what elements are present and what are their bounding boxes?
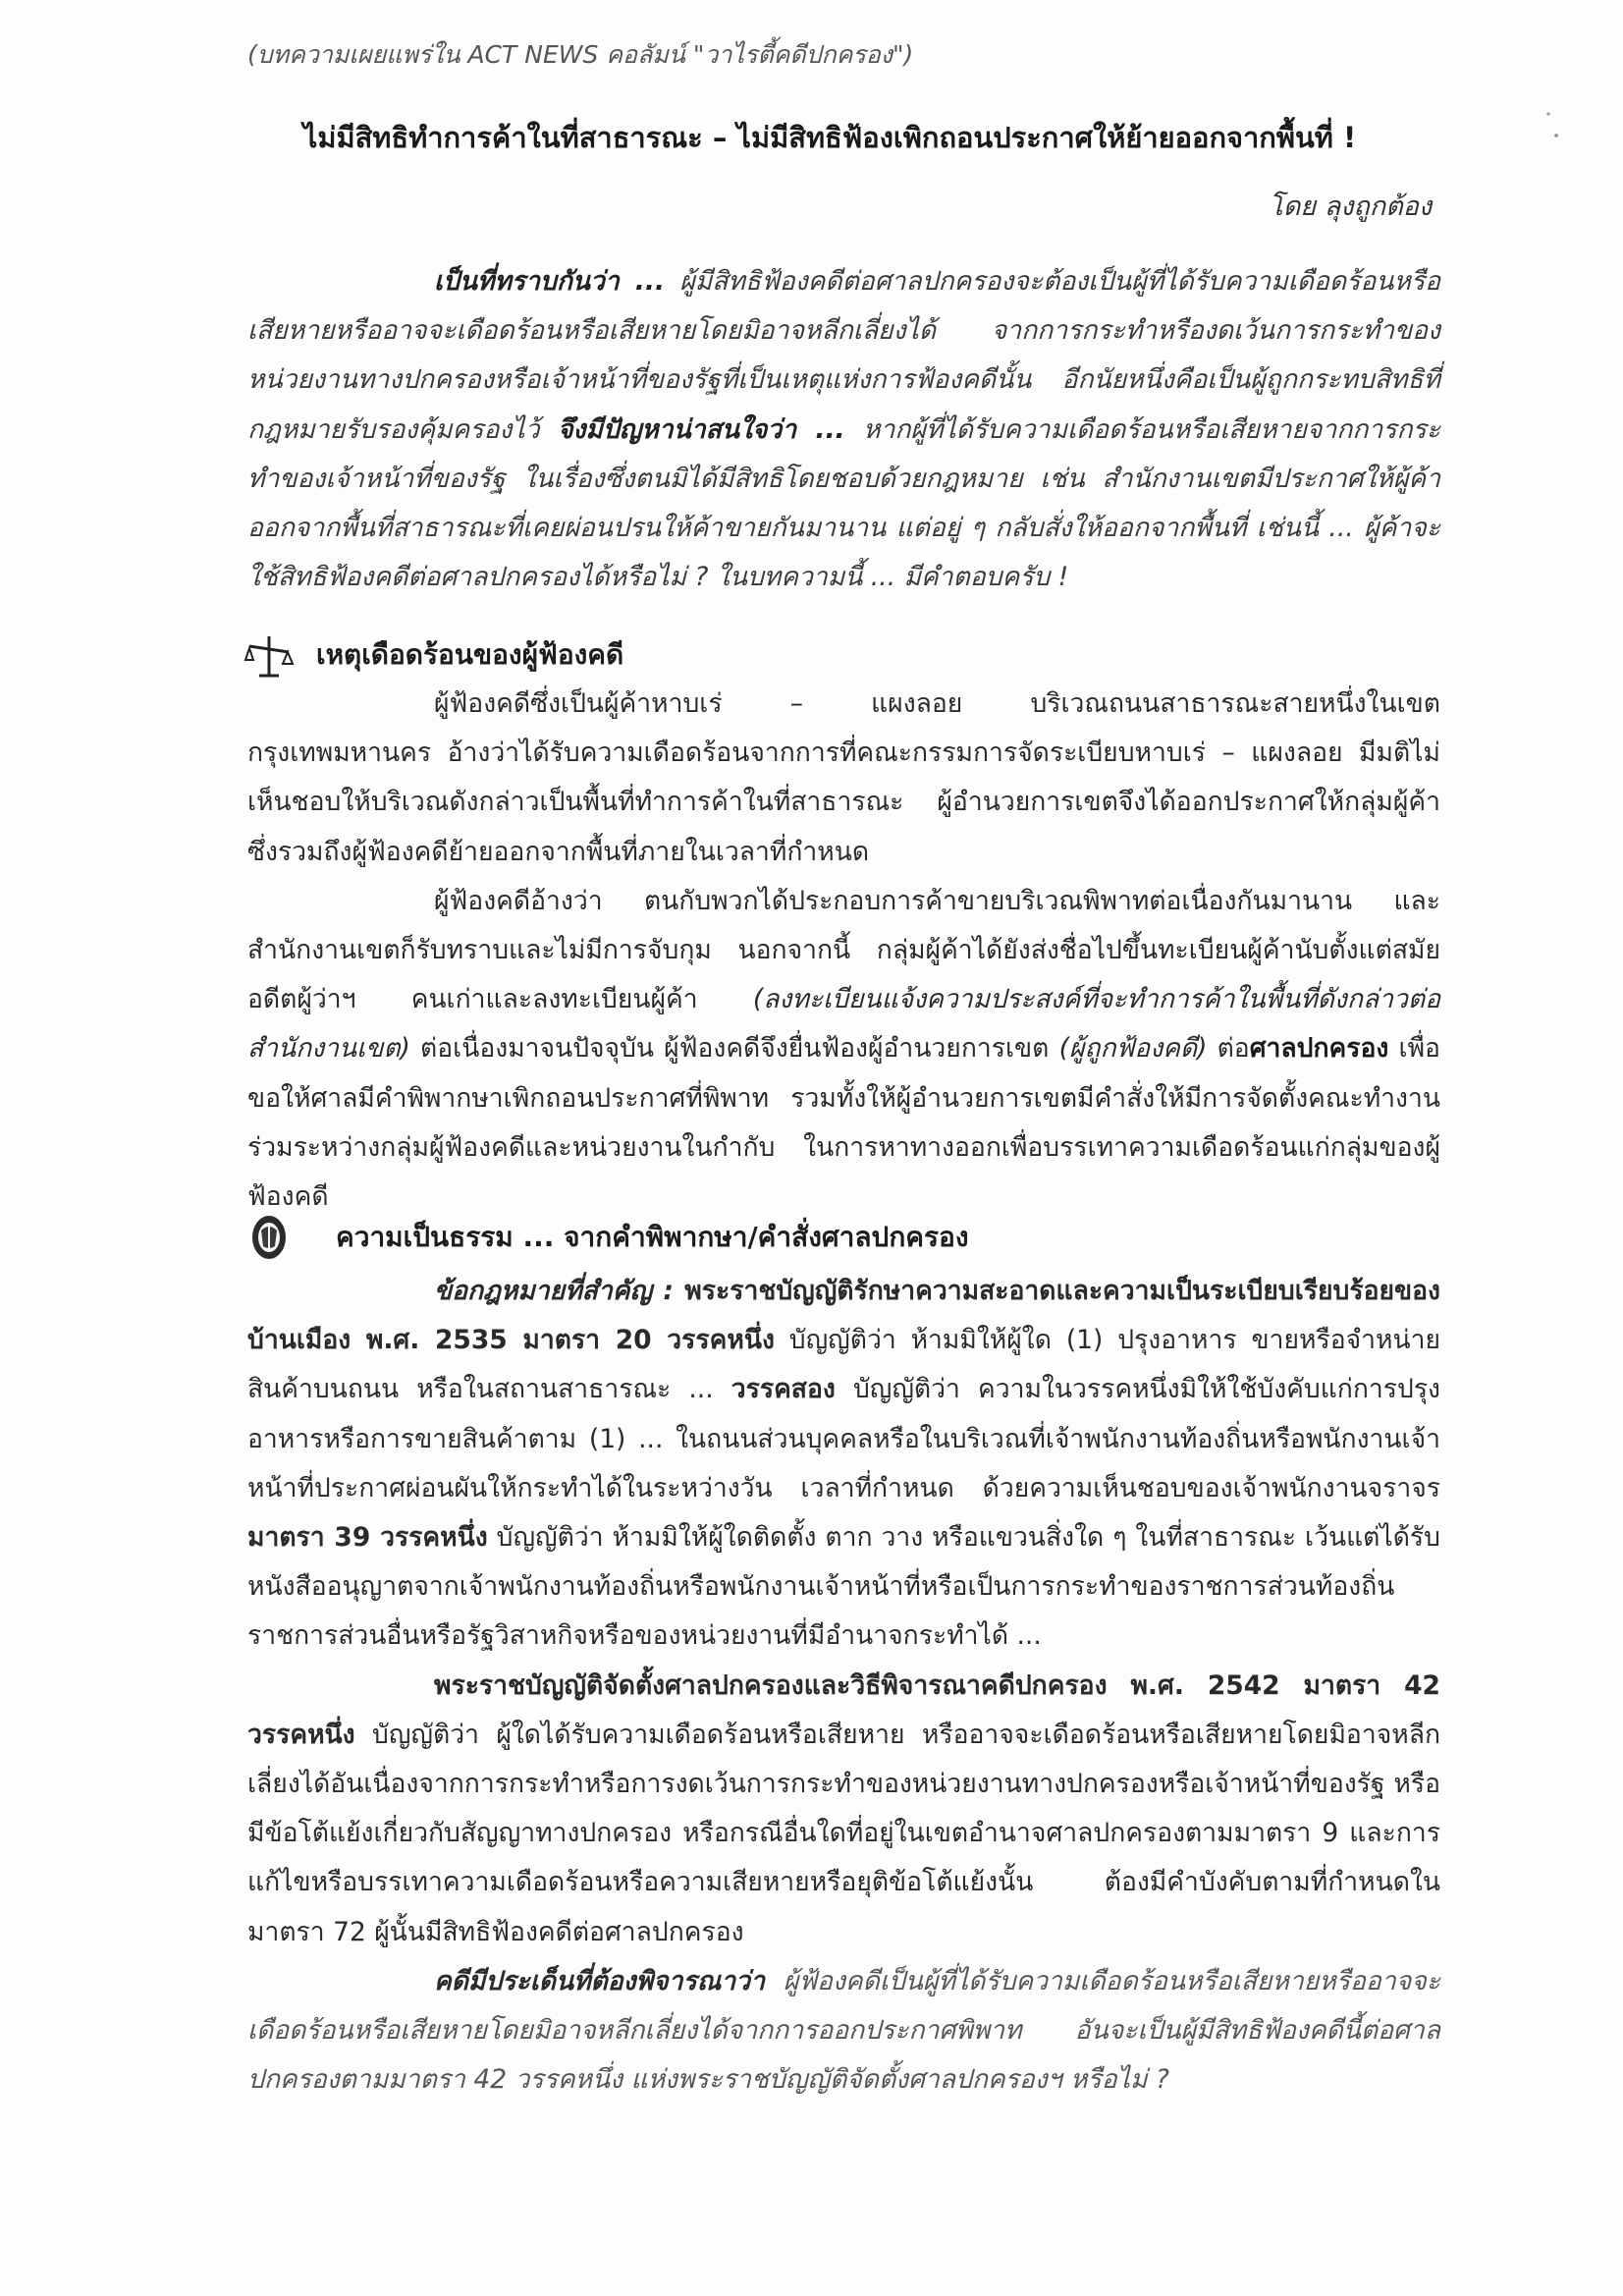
column-note: (บทความเผยแพร่ใน ACT NEWS คอลัมน์ "วาไรตี้คดีปกครอง") (247, 40, 914, 69)
intro-text-1: ผู้มีสิทธิฟ้องคดีต่อศาลปกครองจะต้องเป็นผู้ที่ได้รับความเดือดร้อนหรือเสียหายหรืออาจจะเดือดร้อนหรือเสียหายโดยมิอาจหลีกเลี่ยงได้ จากการกระทำหรืองดเว้นการกระทำของหน่วยงานทางปกครองหรือเจ้าหน้าที่ของรัฐที่เป็นเหตุแห่งการฟ้องคดีนั้น อีกนัยหนึ่งคือเป็นผู้ถูกกระทบสิทธิที่กฎหมายรับรองคุ้มครองไว้ (247, 266, 1440, 445)
issue-paragraph: คดีมีประเด็นที่ต้องพิจารณาว่า ผู้ฟ้องคดีเป็นผู้ที่ได้รับความเดือดร้อนหรือเสียหายหรืออาจจะเดือดร้อนหรือเสียหายโดยมิอาจหลีกเลี่ยงได้จากการออกประกาศพิพาท อันจะเป็นผู้มีสิทธิฟ้องคดีนี้ต่อศาลปกครองตามมาตรา 42 วรรคหนึ่ง แห่งพระราชบัญญัติจัดตั้งศาลปกครองฯ หรือไม่ ? (247, 1965, 1440, 2096)
author-byline: โดย ลุงถูกต้อง (1269, 191, 1432, 222)
plaintiff-facts (247, 680, 1440, 1222)
section-heading-justice (247, 1213, 969, 1262)
legal-provisions (247, 1267, 1440, 2105)
intro-text-2: หากผู้ที่ได้รับความเดือดร้อนหรือเสียหายจากการกระทำของเจ้าหน้าที่ของรัฐ ในเรื่องซึ่งตนมิได้มีสิทธิโดยชอบด้วยกฎหมาย เช่น สำนักงานเขตมีประกาศให้ผู้ค้าออกจากพื้นที่สาธารณะที่เคยผ่อนปรนให้ค้าขายกันมานาน แต่อยู่ ๆ กลับสั่งให้ออกจากพื้นที่ เช่นนี้ ... ผู้ค้าจะใช้สิทธิฟ้องคดีต่อศาลปกครองได้หรือไม่ ? ในบทความนี้ ... มีคำตอบครับ ! (247, 413, 1440, 593)
intro-lead-2: จึงมีปัญหาน่าสนใจว่า ... (557, 413, 845, 445)
facts-paragraph-1: ผู้ฟ้องคดีซึ่งเป็นผู้ค้าหาบเร่ – แผงลอย บริเวณถนนสาธารณะสายหนึ่งในเขตกรุงเทพมหานคร อ้างว่าได้รับความเดือดร้อนจากการที่คณะกรรมการจัดระเบียบหาบเร่ – แผงลอย มีมติไม่เห็นชอบให้บริเวณดังกล่าวเป็นพื้นที่ทำการค้าในที่สาธารณะ ผู้อำนวยการเขตจึงได้ออกประกาศให้กลุ่มผู้ค้าซึ่งรวมถึงผู้ฟ้องคดีย้ายออกจากพื้นที่ภายในเวลาที่กำหนด (247, 688, 1440, 867)
section-heading-text: เหตุเดือดร้อนของผู้ฟ้องคดี (316, 638, 624, 671)
scales-icon (240, 630, 298, 680)
section-heading-text: ความเป็นธรรม ... จากคำพิพากษา/คำสั่งศาลปกครอง (336, 1221, 969, 1253)
law-paragraph-1: ข้อกฎหมายที่สำคัญ : พระราชบัญญัติรักษาความสะอาดและความเป็นระเบียบเรียบร้อยของบ้านเมือง พ.ศ. 2535 มาตรา 20 วรรคหนึ่ง บัญญัติว่า ห้ามมิให้ผู้ใด (1) ปรุงอาหาร ขายหรือจำหน่ายสินค้าบนถนน หรือในสถานสาธารณะ ... วรรคสอง บัญญัติว่า ความในวรรคหนึ่งมิให้ใช้บังคับแก่การปรุงอาหารหรือการขายสินค้าตาม (1) ... ในถนนส่วนบุคคลหรือในบริเวณที่เจ้าพนักงานท้องถิ่นหรือพนักงานเจ้าหน้าที่ประกาศผ่อนผันให้กระทำได้ในระหว่างวัน เวลาที่กำหนด ด้วยความเห็นชอบของเจ้าพนักงานจราจร มาตรา 39 วรรคหนึ่ง บัญญัติว่า ห้ามมิให้ผู้ใดติดตั้ง ตาก วาง หรือแขวนสิ่งใด ๆ ในที่สาธารณะ เว้นแต่ได้รับหนังสืออนุญาตจากเจ้าพนักงานท้องถิ่นหรือพนักงานเจ้าหน้าที่หรือเป็นการกระทำของราชการส่วนท้องถิ่น ราชการส่วนอื่นหรือรัฐวิสาหกิจหรือของหน่วยงานที่มีอำนาจกระทำได้ ... (247, 1276, 1441, 1652)
article-title: ไม่มีสิทธิทำการค้าในที่สาธารณะ – ไม่มีสิทธิฟ้องเพิกถอนประกาศให้ย้ายออกจากพื้นที่ ! (302, 121, 1357, 154)
law-paragraph-2: พระราชบัญญัติจัดตั้งศาลปกครองและวิธีพิจารณาคดีปกครอง พ.ศ. 2542 มาตรา 42 วรรคหนึ่ง บัญญัติว่า ผู้ใดได้รับความเดือดร้อนหรือเสียหาย หรืออาจจะเดือดร้อนหรือเสียหายโดยมิอาจหลีกเลี่ยงได้อันเนื่องจากการกระทำหรือการงดเว้นการกระทำของหน่วยงานทางปกครองหรือเจ้าหน้าที่ของรัฐ หรือมีข้อโต้แย้งเกี่ยวกับสัญญาทางปกครอง หรือกรณีอื่นใดที่อยู่ในเขตอำนาจศาลปกครองตามมาตรา 9 และการแก้ไขหรือบรรเทาความเดือดร้อนหรือความเสียหายหรือยุติข้อโต้แย้งนั้น ต้องมีคำบังคับตามที่กำหนดในมาตรา 72 ผู้นั้นมีสิทธิฟ้องคดีต่อศาลปกครอง (247, 1669, 1440, 1947)
intro-paragraph (247, 257, 1440, 602)
facts-paragraph-2: ผู้ฟ้องคดีอ้างว่า ตนกับพวกได้ประกอบการค้าขายบริเวณพิพาทต่อเนื่องกันมานาน และสำนักงานเขตก็รับทราบและไม่มีการจับกุม นอกจากนี้ กลุ่มผู้ค้าได้ยังส่งชื่อไปขึ้นทะเบียนผู้ค้านับตั้งแต่สมัยอดีตผู้ว่าฯ คนเก่าและลงทะเบียนผู้ค้า (ลงทะเบียนแจ้งความประสงค์ที่จะทำการค้าในพื้นที่ดังกล่าวต่อสำนักงานเขต) ต่อเนื่องมาจนปัจจุบัน ผู้ฟ้องคดีจึงยื่นฟ้องผู้อำนวยการเขต (ผู้ถูกฟ้องคดี) ต่อศาลปกครอง เพื่อขอให้ศาลมีคำพิพากษาเพิกถอนประกาศที่พิพาท รวมทั้งให้ผู้อำนวยการเขตมีคำสั่งให้มีการจัดตั้งคณะทำงานร่วมระหว่างกลุ่มผู้ฟ้องคดีและหน่วยงานในกำกับ ในการหาทางออกเพื่อบรรเทาความเดือดร้อนแก่กลุ่มของผู้ฟ้องคดี (247, 885, 1440, 1213)
court-emblem-icon (240, 1213, 298, 1262)
scan-speck (1542, 106, 1564, 145)
intro-lead: เป็นที่ทราบกันว่า ... (434, 266, 666, 297)
section-heading-plaintiff (247, 630, 623, 680)
